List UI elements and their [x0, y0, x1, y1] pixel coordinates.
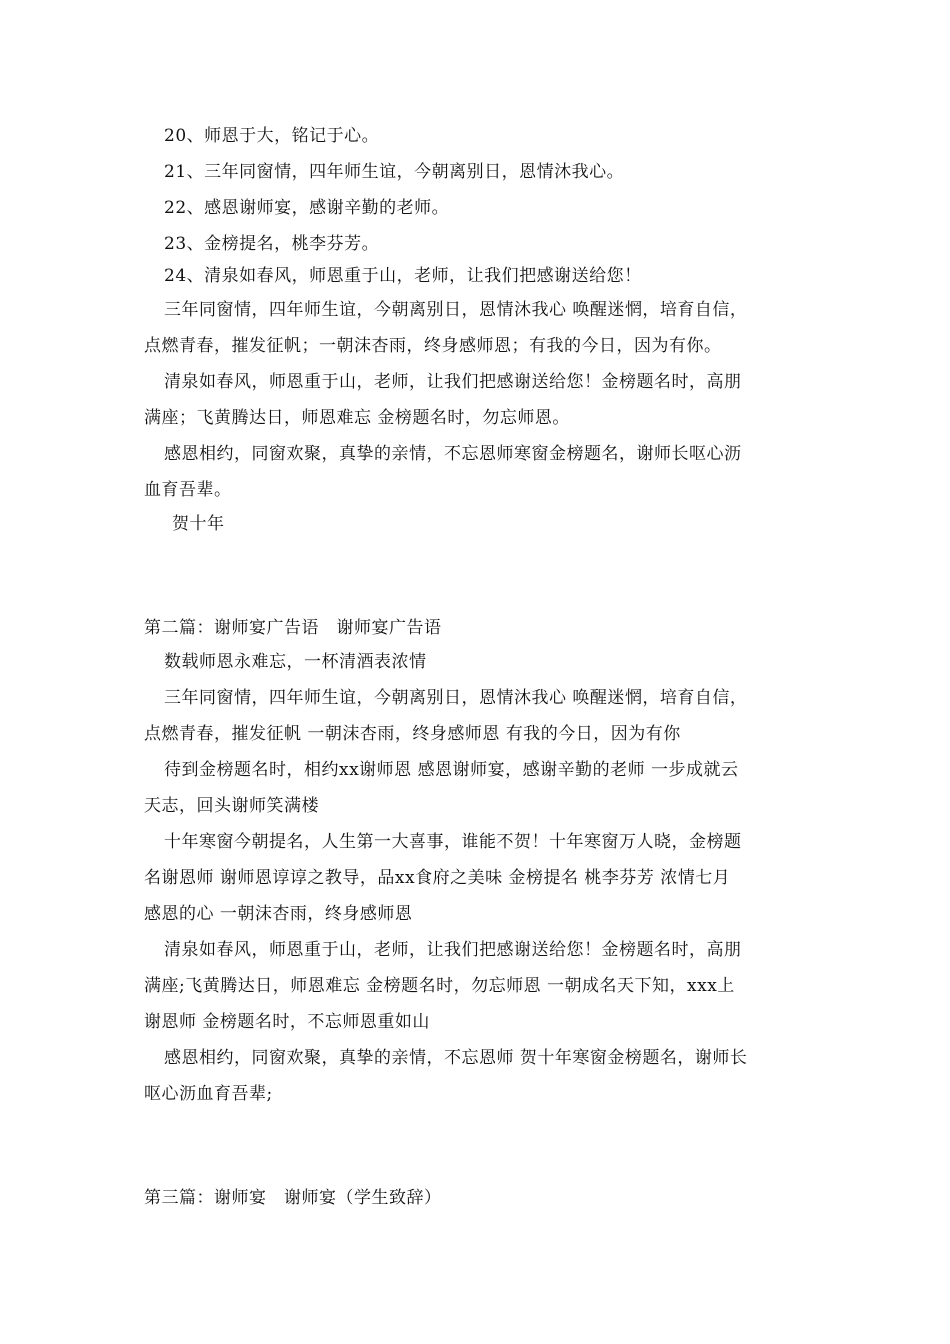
paragraph-line: 满座；飞黄腾达日，师恩难忘 金榜题名时，勿忘师恩。	[144, 408, 570, 428]
paragraph-line: 待到金榜题名时，相约xx谢师恩 感恩谢师宴，感谢辛勤的老师 一步成就云	[164, 760, 739, 780]
closing-line: 贺十年	[172, 514, 225, 534]
document-page	[144, 0, 824, 1344]
paragraph-line: 感恩的心 一朝沫杏雨，终身感师恩	[144, 904, 413, 924]
paragraph-line: 三年同窗情，四年师生谊，今朝离别日，恩情沐我心 唤醒迷惘，培育自信，	[164, 300, 748, 320]
paragraph-line: 名谢恩师 谢师恩谆谆之教导，品xx食府之美味 金榜提名 桃李芬芳 浓情七月	[144, 868, 731, 888]
paragraph-line: 三年同窗情，四年师生谊，今朝离别日，恩情沐我心 唤醒迷惘，培育自信，	[164, 688, 748, 708]
paragraph-line: 清泉如春风，师恩重于山，老师，让我们把感谢送给您！金榜题名时，高朋	[164, 940, 742, 960]
paragraph-line: 十年寒窗今朝提名，人生第一大喜事，谁能不贺！十年寒窗万人晓，金榜题	[164, 832, 742, 852]
section-heading: 第三篇：谢师宴 谢师宴（学生致辞）	[144, 1188, 442, 1208]
paragraph-line: 谢恩师 金榜题名时，不忘师恩重如山	[144, 1012, 430, 1032]
paragraph-line: 感恩相约，同窗欢聚，真挚的亲情，不忘恩师 贺十年寒窗金榜题名，谢师长	[164, 1048, 748, 1068]
paragraph-line: 清泉如春风，师恩重于山，老师，让我们把感谢送给您！金榜题名时，高朋	[164, 372, 742, 392]
section-heading: 第二篇：谢师宴广告语 谢师宴广告语	[144, 618, 442, 638]
list-item: 22、感恩谢师宴，感谢辛勤的老师。	[164, 198, 450, 218]
paragraph-line: 点燃青春，摧发征帆 一朝沫杏雨，终身感师恩 有我的今日，因为有你	[144, 724, 681, 744]
paragraph-line: 天志，回头谢师笑满楼	[144, 796, 319, 816]
paragraph-line: 感恩相约，同窗欢聚，真挚的亲情，不忘恩师寒窗金榜题名，谢师长呕心沥	[164, 444, 742, 464]
list-item: 23、金榜提名，桃李芬芳。	[164, 234, 380, 254]
paragraph-line: 点燃青春，摧发征帆；一朝沫杏雨，终身感师恩；有我的今日，因为有你。	[144, 336, 722, 356]
paragraph-line: 满座;飞黄腾达日，师恩难忘 金榜题名时，勿忘师恩 一朝成名天下知，xxx上	[144, 976, 735, 996]
paragraph-line: 呕心沥血育吾辈;	[144, 1084, 273, 1104]
section-subtitle: 数载师恩永难忘，一杯清酒表浓情	[164, 652, 427, 672]
list-item: 24、清泉如春风，师恩重于山，老师，让我们把感谢送给您！	[164, 266, 642, 286]
list-item: 21、三年同窗情，四年师生谊，今朝离别日，恩情沐我心。	[164, 162, 625, 182]
paragraph-line: 血育吾辈。	[144, 480, 232, 500]
list-item: 20、师恩于大，铭记于心。	[164, 126, 380, 146]
